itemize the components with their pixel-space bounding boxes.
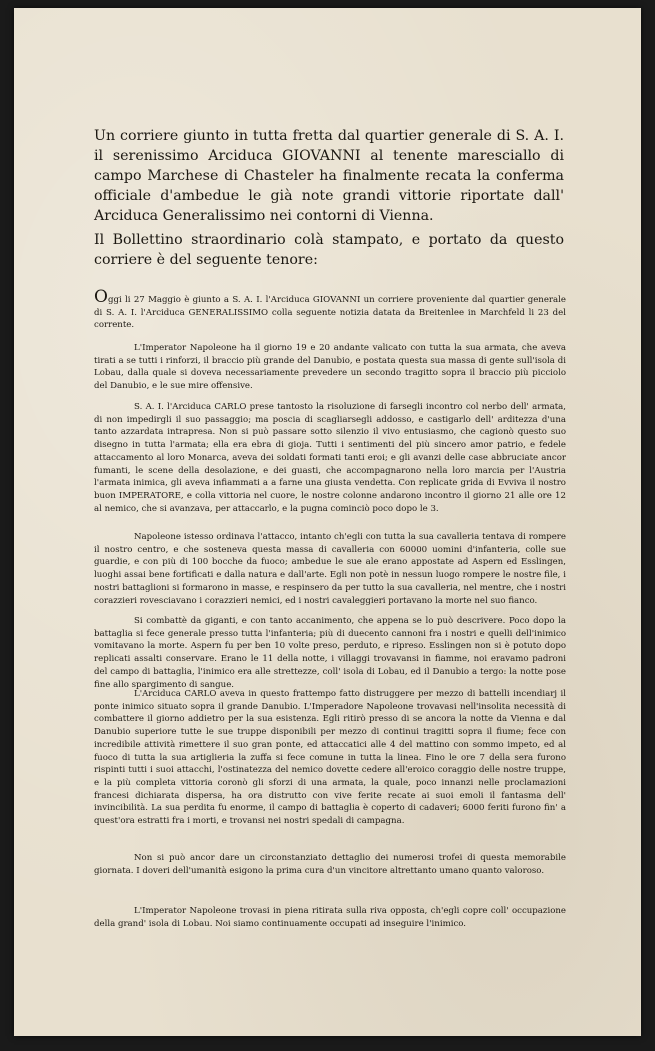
paragraph-8: L'Imperator Napoleone trovasi in piena ritirata sulla riva opposta, ch'egli copre coll' occupazione della grand' isola di Lobau. Noi siamo continuamente occupati ad inseguire l'inimico. [94,906,566,929]
paragraph-5: Si combattè da giganti, e con tanto accanimento, che appena se lo può descrivere. Poco dopo la battaglia si fece generale presso tutta l'infanteria; più di duecento cannoni fra i nostri e quelli dell'inimico vomitavano la morte. Aspern fu per ben 10 volte preso, perduto, e ripreso. Esslingen non si è potuto dopo replicati assalti conservare. Erano le 11 della notte, i villaggi trovavansi in fiamme, noi eravamo padroni del campo di battaglia, l'inimico era alle strettezze, coll' isola di Lobau, ed il Danubio a tergo: la notte pose fine allo spargimento di sangue. [94,616,566,690]
paragraph-1 [94,287,566,332]
drop-cap: O [94,287,108,307]
paragraph-2: L'Imperator Napoleone ha il giorno 19 e 20 andante valicato con tutta la sua armata, che aveva tirati a se tutti i rinforzi, il braccio più grande del Danubio, e postata questa sua massa di gente sull'isola di Lobau, dalla quale si doveva necessariamente prevedere un secondo tragitto sopra il braccio più picciolo del Danubio, e le sue mire offensive. [94,343,566,392]
paragraph-4: Napoleone istesso ordinava l'attacco, intanto ch'egli con tutta la sua cavalleria tentava di rompere il nostro centro, e che sosteneva questa massa di cavalleria con 60000 uomini d'infanteria, colle sue guardie, e con più di 100 bocche da fuoco; ambedue le sue ale erano appostate ad Aspern ed Esslingen, luoghi assai bene fortificati e dalla natura e dall'arte. Egli non potè in nessun luogo rompere le nostre file, i nostri battaglioni si formarono in masse, e respinsero da per tutto la sua cavalleria, nel mentre, che i nostri corazzieri rovesciavano i corazzieri nemici, ed i nostri cavaleggieri portavano la morte nel suo fianco. [94,532,566,606]
headline: Un corriere giunto in tutta fretta dal quartier generale di S. A. I. il serenissimo Arciduca GIOVANNI al tenente maresciallo di campo Marchese di Chasteler ha finalmente recata la conferma officiale d'ambedue le già note grandi vittorie riportate dall' Arciduca Generalissimo nei contorni di Vienna. [94,128,564,224]
paragraph-7: Non si può ancor dare un circonstanziato dettaglio dei numerosi trofei di questa memorabile giornata. I doveri dell'umanità esigono la prima cura d'un vincitore altrettanto umano quanto valoroso. [94,853,566,876]
paragraph-1-text: ggi li 27 Maggio è giunto a S. A. I. l'Arciduca GIOVANNI un corriere proveniente dal quartier generale di S. A. I. l'Arciduca GENERALISSIMO colla seguente notizia datata da Breitenlee in Marchfeld li 23 del corrente. [94,295,566,331]
paragraph-3: S. A. I. l'Arciduca CARLO prese tantosto la risoluzione di farsegli incontro col nerbo dell' armata, di non impedirgli il suo passaggio; ma poscia di scagliarsegli addosso, e castigarlo dell' arditezza d'una tanto azzardata intrapresa. Non si può passare sotto silenzio il vivo entusiasmo, che cagionò questo suo disegno in tutta l'armata; ella era ebra di gioja. Tutti i sentimenti del più sincero amor patrio, e fedele attaccamento al loro Monarca, aveva dei soldati formati tanti eroi; e gli avanzi delle case abbruciate ancor fumanti, le scene della desolazione, e dei guasti, che accompagnarono nella loro marcia per l'Austria l'armata inimica, gli aveva infiammati a a farne una giusta vendetta. Con replicate grida di Evviva il nostro buon IMPERATORE, e colla vittoria nel cuore, le nostre colonne andarono incontro il giorno 21 alle ore 12 al nemico, che si avanzava, per attaccarlo, e la pugna cominciò poco dopo le 3. [94,402,566,514]
printed-bulletin-sheet [14,8,641,1036]
paragraph-6: L'Arciduca CARLO aveva in questo frattempo fatto distruggere per mezzo di battelli incendiarj il ponte inimico situato sopra il grande Danubio. L'Imperadore Napoleone trovavasi nell'insolita necessità di combattere il giorno addietro per la sua esistenza. Egli ritirò presso di se ancora la notte da Vienna e dal Danubio superiore tutte le sue truppe disponibili per mezzo di continui tragitti sopra il fiume; fece con incredibile attività rimettere il suo gran ponte, ed attaccatici alle 4 del mattino con sommo impeto, ed al fuoco di tutta la sua artiglieria la zuffa si fece comune in tutta la linea. Fino le ore 7 della sera furono rispinti tutti i suoi attacchi, l'ostinatezza del nemico dovette cedere all'eroico coraggio delle nostre truppe, e la più completa vittoria coronò gli sforzi di una armata, la quale, poco innanzi nelle proclamazioni francesi dichiarata dispersa, ha ora distrutto con vive ferite recate ai suoi emoli il fantasma dell' invincibilità. La sua perdita fu enorme, il campo di battaglia è coperto di cadaveri; 6000 feriti furono fin' a quest'ora estratti fra i morti, e trovansi nei nostri spedali di campagna. [94,689,566,827]
subheadline: Il Bollettino straordinario colà stampato, e portato da questo corriere è del seguente tenore: [94,232,564,268]
